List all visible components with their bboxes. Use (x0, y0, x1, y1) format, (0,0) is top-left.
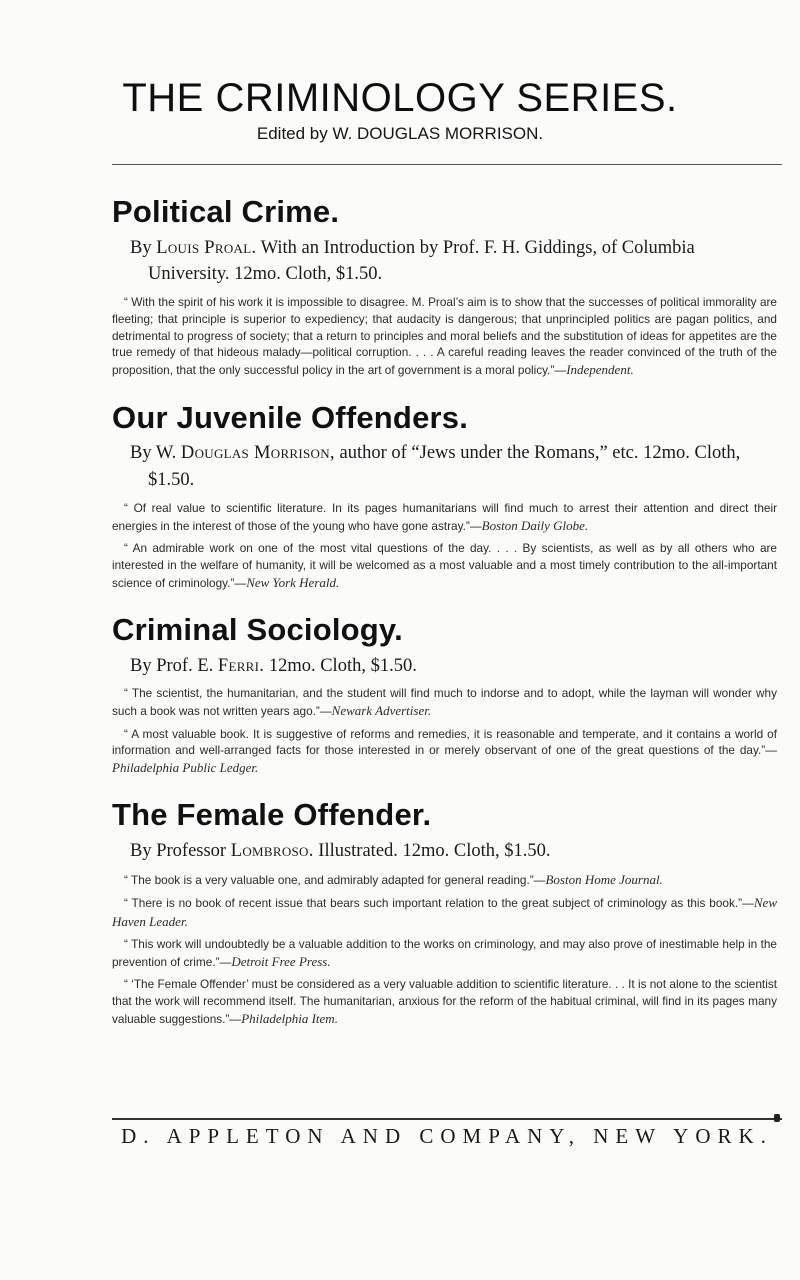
review-source: Detroit Free Press. (231, 953, 331, 969)
review-text: “ The book is a very valuable one, and admirably adapted for general reading.”— (124, 872, 546, 887)
review-source: Boston Home Journal. (545, 871, 663, 887)
review-text: “ The scientist, the humanitarian, and the student will find much to indorse and to adopt, while the layman will wonder why such a book was not written years ago.”— (112, 686, 777, 719)
review (112, 894, 777, 931)
review-source: Newark Advertiser. (331, 703, 432, 719)
editor-line: Edited by W. DOUGLAS MORRISON. (256, 124, 544, 143)
review (112, 976, 777, 1028)
book-title: Our Juvenile Offenders. (112, 399, 469, 435)
review-source: Philadelphia Public Ledger. (112, 760, 259, 776)
rule-ornament (774, 1114, 780, 1122)
review (112, 685, 777, 720)
review-text: “ An admirable work on one of the most vital questions of the day. . . . By scientists, as well as by all others who are interested in the welfare of humanity, it will be welcomed as a most valuable and a most timely contribution to the all-important science of criminology.”— (112, 541, 777, 590)
book-author: Lombroso. (230, 841, 314, 862)
book-author: Ferri. (217, 655, 265, 676)
review (112, 871, 777, 889)
book-the-female-offender (112, 799, 777, 1028)
bottom-rule (112, 1118, 782, 1120)
review (112, 726, 777, 778)
book-title: The Female Offender. (112, 797, 432, 833)
byline-rest: author of “Jews under the Romans,” etc. 12mo. Cloth, $1.50. (148, 443, 741, 490)
book-our-juvenile-offenders (112, 399, 777, 592)
review-text: “ ‘The Female Offender’ must be considered as a very valuable addition to scientific literature. . . It is not alone to the scientist that the work will recommend itself. The humanitarian, anxious for the reform of the habitual criminal, will find in its pages many valuable suggestions.”— (112, 977, 777, 1026)
review (112, 500, 777, 535)
review-source: Boston Daily Globe. (481, 517, 589, 533)
publisher-imprint: D. APPLETON AND COMPANY, NEW YORK. (121, 1124, 773, 1148)
review-text: “ Of real value to scientific literature. In its pages humanitarians will find much to arrest their attention and direct their energies in the interest of those of the young who have gone astray.”— (112, 500, 777, 533)
review-source: Philadelphia Item. (241, 1010, 338, 1026)
review (112, 294, 777, 379)
review-source: Independent. (566, 362, 634, 378)
review-text: “ There is no book of recent issue that bears such important relation to the great subject of criminology as this book.”— (124, 896, 754, 911)
book-author: Douglas Morrison, (180, 443, 335, 464)
byline-rest: Illustrated. 12mo. Cloth, $1.50. (313, 841, 551, 862)
series-title: THE CRIMINOLOGY SERIES. (122, 76, 678, 120)
top-rule (112, 164, 782, 165)
book-byline (130, 440, 777, 494)
byline-prefix: By Professor (130, 841, 231, 862)
book-byline (130, 838, 777, 865)
book-criminal-sociology (112, 611, 777, 778)
book-author: Louis Proal. (156, 237, 257, 258)
book-political-crime (112, 196, 777, 380)
byline-rest: 12mo. Cloth, $1.50. (264, 655, 417, 676)
review-text: “ This work will undoubtedly be a valuable addition to the works on criminology, and may also prove of inestimable help in the prevention of crime.”— (112, 937, 777, 969)
book-byline (130, 235, 777, 289)
review-source: New Haven Leader. (112, 895, 777, 929)
byline-prefix: By (130, 237, 157, 258)
book-byline (130, 653, 777, 680)
review-text: “ A most valuable book. It is suggestive of reforms and remedies, it is reasonable and temperate, and it contains a world of information and well-arranged facts for those interested in or merely observant of one of the great questions of the day.”— (112, 726, 777, 758)
book-list (112, 196, 777, 1050)
byline-prefix: By Prof. E. (130, 655, 218, 676)
book-title: Political Crime. (112, 194, 340, 229)
byline-prefix: By W. (130, 443, 181, 464)
review-text: “ With the spirit of his work it is impossible to disagree. M. Proal’s aim is to show that the successes of political immorality are fleeting; that principle is superior to expediency; that audacity is dangerous; that unprincipled politics are pagan politics, and detrimental to progress of society; that a return to principles and moral beliefs and the substitution of ideas for appetites are the true remedy of that hideous malady—political corruption. . . . A careful reading leaves the reader convinced of the truth of the proposition, that the only successful policy in the art of government is a moral policy.”— (112, 295, 777, 378)
review (112, 540, 777, 592)
book-title: Criminal Sociology. (112, 611, 403, 647)
byline-rest: With an Introduction by Prof. F. H. Giddings, of Columbia University. 12mo. Cloth, $1.50. (148, 237, 695, 285)
review (112, 936, 777, 971)
review-source: New York Herald. (246, 574, 340, 590)
